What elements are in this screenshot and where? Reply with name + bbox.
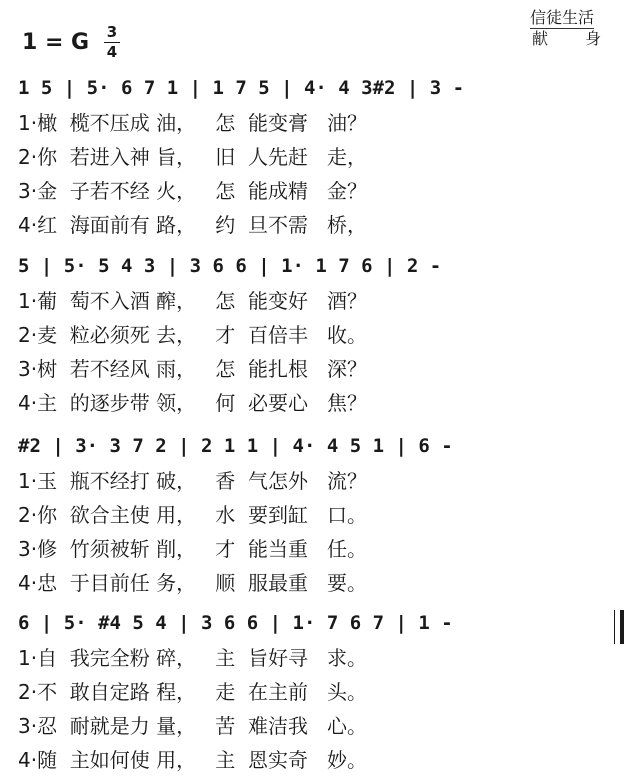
music-system-3 [0,428,638,603]
key-signature: 1 = G [22,30,90,55]
music-system-4 [0,605,638,780]
lyric-line: 3·忍 耐就是力 量， 苦 难洁我 心。 [18,714,368,738]
attribution [530,8,626,49]
lyric-line: 3·修 竹须被斩 削， 才 能当重 任。 [18,537,368,561]
lyric-line: 1·玉 瓶不经打 破， 香 气怎外 流？ [18,469,368,493]
score-header [0,0,638,70]
meter-bottom: 4 [106,43,118,61]
notation-line: 6 | 5· #4 5 4 | 3 6 6 | 1· 7 6 7 | 1 - [18,612,453,634]
lyric-line: 1·自 我完全粉 碎， 主 旨好寻 求。 [18,646,368,670]
notation-line: 5 | 5· 5 4 3 | 3 6 6 | 1· 1 7 6 | 2 - [18,255,442,277]
lyric-line: 4·忠 于目前任 务， 顺 服最重 要。 [18,571,368,595]
final-barline-thin [614,610,615,644]
lyric-line: 3·金 子若不经 火， 怎 能成精 金？ [18,179,368,203]
lyric-line: 4·红 海面前有 路， 约 旦不需 桥， [18,213,368,237]
lyric-line: 2·不 敢自定路 程， 走 在主前 头。 [18,680,368,704]
notation-line: 1 5 | 5· 6 7 1 | 1 7 5 | 4· 4 3#2 | 3 - [18,77,465,99]
lyric-line: 1·橄 榄不压成 油， 怎 能变膏 油？ [18,111,368,135]
lyric-line: 2·你 欲合主使 用， 水 要到缸 口。 [18,503,368,527]
source-text: 信徒生活 [530,8,595,27]
music-system-1 [0,70,638,245]
music-system-2 [0,248,638,423]
final-barline-thick [620,610,624,644]
lyric-line: 2·麦 粒必须死 去， 才 百倍丰 收。 [18,323,368,347]
credit-text: 献 身 [532,29,618,48]
time-signature [104,24,120,61]
lyric-line: 4·主 的逐步带 领， 何 必要心 焦？ [18,391,368,415]
lyric-line: 4·随 主如何使 用， 主 恩实奇 妙。 [18,748,368,772]
meter-top: 3 [106,23,118,41]
notation-line: #2 | 3· 3 7 2 | 2 1 1 | 4· 4 5 1 | 6 - [18,435,453,457]
lyric-line: 2·你 若进入神 旨， 旧 人先赶 走， [18,145,368,169]
lyric-line: 3·树 若不经风 雨， 怎 能扎根 深？ [18,357,368,381]
lyric-line: 1·葡 萄不入酒 醡， 怎 能变好 酒？ [18,289,368,313]
